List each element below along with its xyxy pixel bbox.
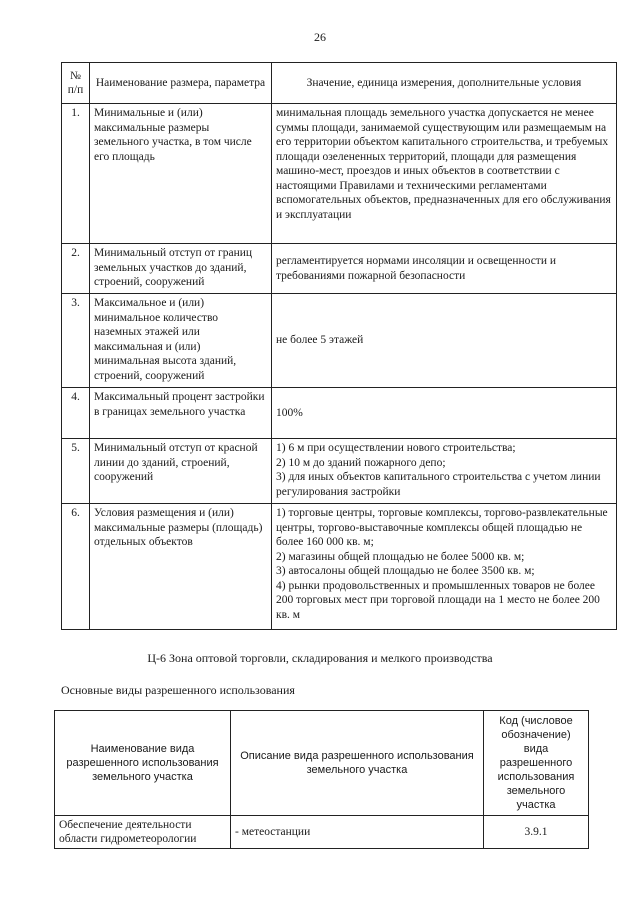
parameter-value: регламентируется нормами инсоляции и освещенности и требованиями пожарной безопасности	[272, 244, 617, 294]
parameter-name: Минимальный отступ от красной линии до зданий, строений, сооружений	[90, 439, 272, 504]
column-header-use-code: Код (числовое обозначение) вида разрешенного использования земельного участка	[484, 711, 589, 816]
table-row	[62, 388, 617, 439]
row-number: 4.	[62, 388, 90, 439]
row-number: 5.	[62, 439, 90, 504]
table-row	[62, 504, 617, 630]
table-row	[62, 294, 617, 388]
row-number: 2.	[62, 244, 90, 294]
use-code: 3.9.1	[484, 816, 589, 849]
zone-heading: Ц-6 Зона оптовой торговли, складирования и мелкого производства	[147, 651, 493, 665]
column-header-value: Значение, единица измерения, дополнительные условия	[272, 63, 617, 104]
parameter-name: Максимальное и (или) минимальное количество наземных этажей или максимальная и (или) минимальная высота зданий, строений, сооружений	[90, 294, 272, 388]
table-row	[55, 816, 589, 849]
parameter-name: Максимальный процент застройки в границах земельного участка	[90, 388, 272, 439]
row-number: 6.	[62, 504, 90, 630]
table-header-row	[55, 711, 589, 816]
parameter-value: минимальная площадь земельного участка допускается не менее суммы площади, занимаемой существующим или размещаемым на его территории объектом капитального строительства, и требуемых площади озелененных территорий, площади для размещения машино-мест, проездов и иных объектов в соответствии с настоящими Правилами и техническими регламентами вспомогательных объектов, предназначенных для его обслуживания и эксплуатации	[272, 104, 617, 244]
parameter-name: Условия размещения и (или) максимальные размеры (площадь) отдельных объектов	[90, 504, 272, 630]
use-name: Обеспечение деятельности области гидрометеорологии	[55, 816, 231, 849]
column-header-number: № п/п	[62, 63, 90, 104]
table-row	[62, 439, 617, 504]
page-number: 26	[314, 30, 326, 44]
row-number: 3.	[62, 294, 90, 388]
table-row	[62, 244, 617, 294]
parameter-value: 1) 6 м при осуществлении нового строительства; 2) 10 м до зданий пожарного депо; 3) для иных объектов капитального строительства с учетом линии регулирования застройки	[272, 439, 617, 504]
section-subheading: Основные виды разрешенного использования	[61, 683, 295, 697]
parameter-name: Минимальный отступ от границ земельных участков до зданий, строений, сооружений	[90, 244, 272, 294]
parameter-value: 1) торговые центры, торговые комплексы, торгово-развлекательные центры, торгово-выставочные комплексы общей площадью не более 160 000 кв. м; 2) магазины общей площадью не более 5000 кв. м; 3) автосалоны общей площадью не более 3500 кв. м; 4) рынки продовольственных и промышленных товаров не более 200 торговых мест при торговой площади на 1 место не более 200 кв. м	[272, 504, 617, 630]
table-row	[62, 104, 617, 244]
parameter-value: 100%	[272, 388, 617, 439]
column-header-parameter-name: Наименование размера, параметра	[90, 63, 272, 104]
table-header-row	[62, 63, 617, 104]
row-number: 1.	[62, 104, 90, 244]
parameter-value: не более 5 этажей	[272, 294, 617, 388]
column-header-use-description: Описание вида разрешенного использования земельного участка	[231, 711, 484, 816]
use-description: - метеостанции	[231, 816, 484, 849]
parameters-table	[61, 62, 617, 630]
parameter-name: Минимальные и (или) максимальные размеры земельного участка, в том числе его площадь	[90, 104, 272, 244]
column-header-use-name: Наименование вида разрешенного использования земельного участка	[55, 711, 231, 816]
permitted-uses-table	[54, 710, 589, 849]
